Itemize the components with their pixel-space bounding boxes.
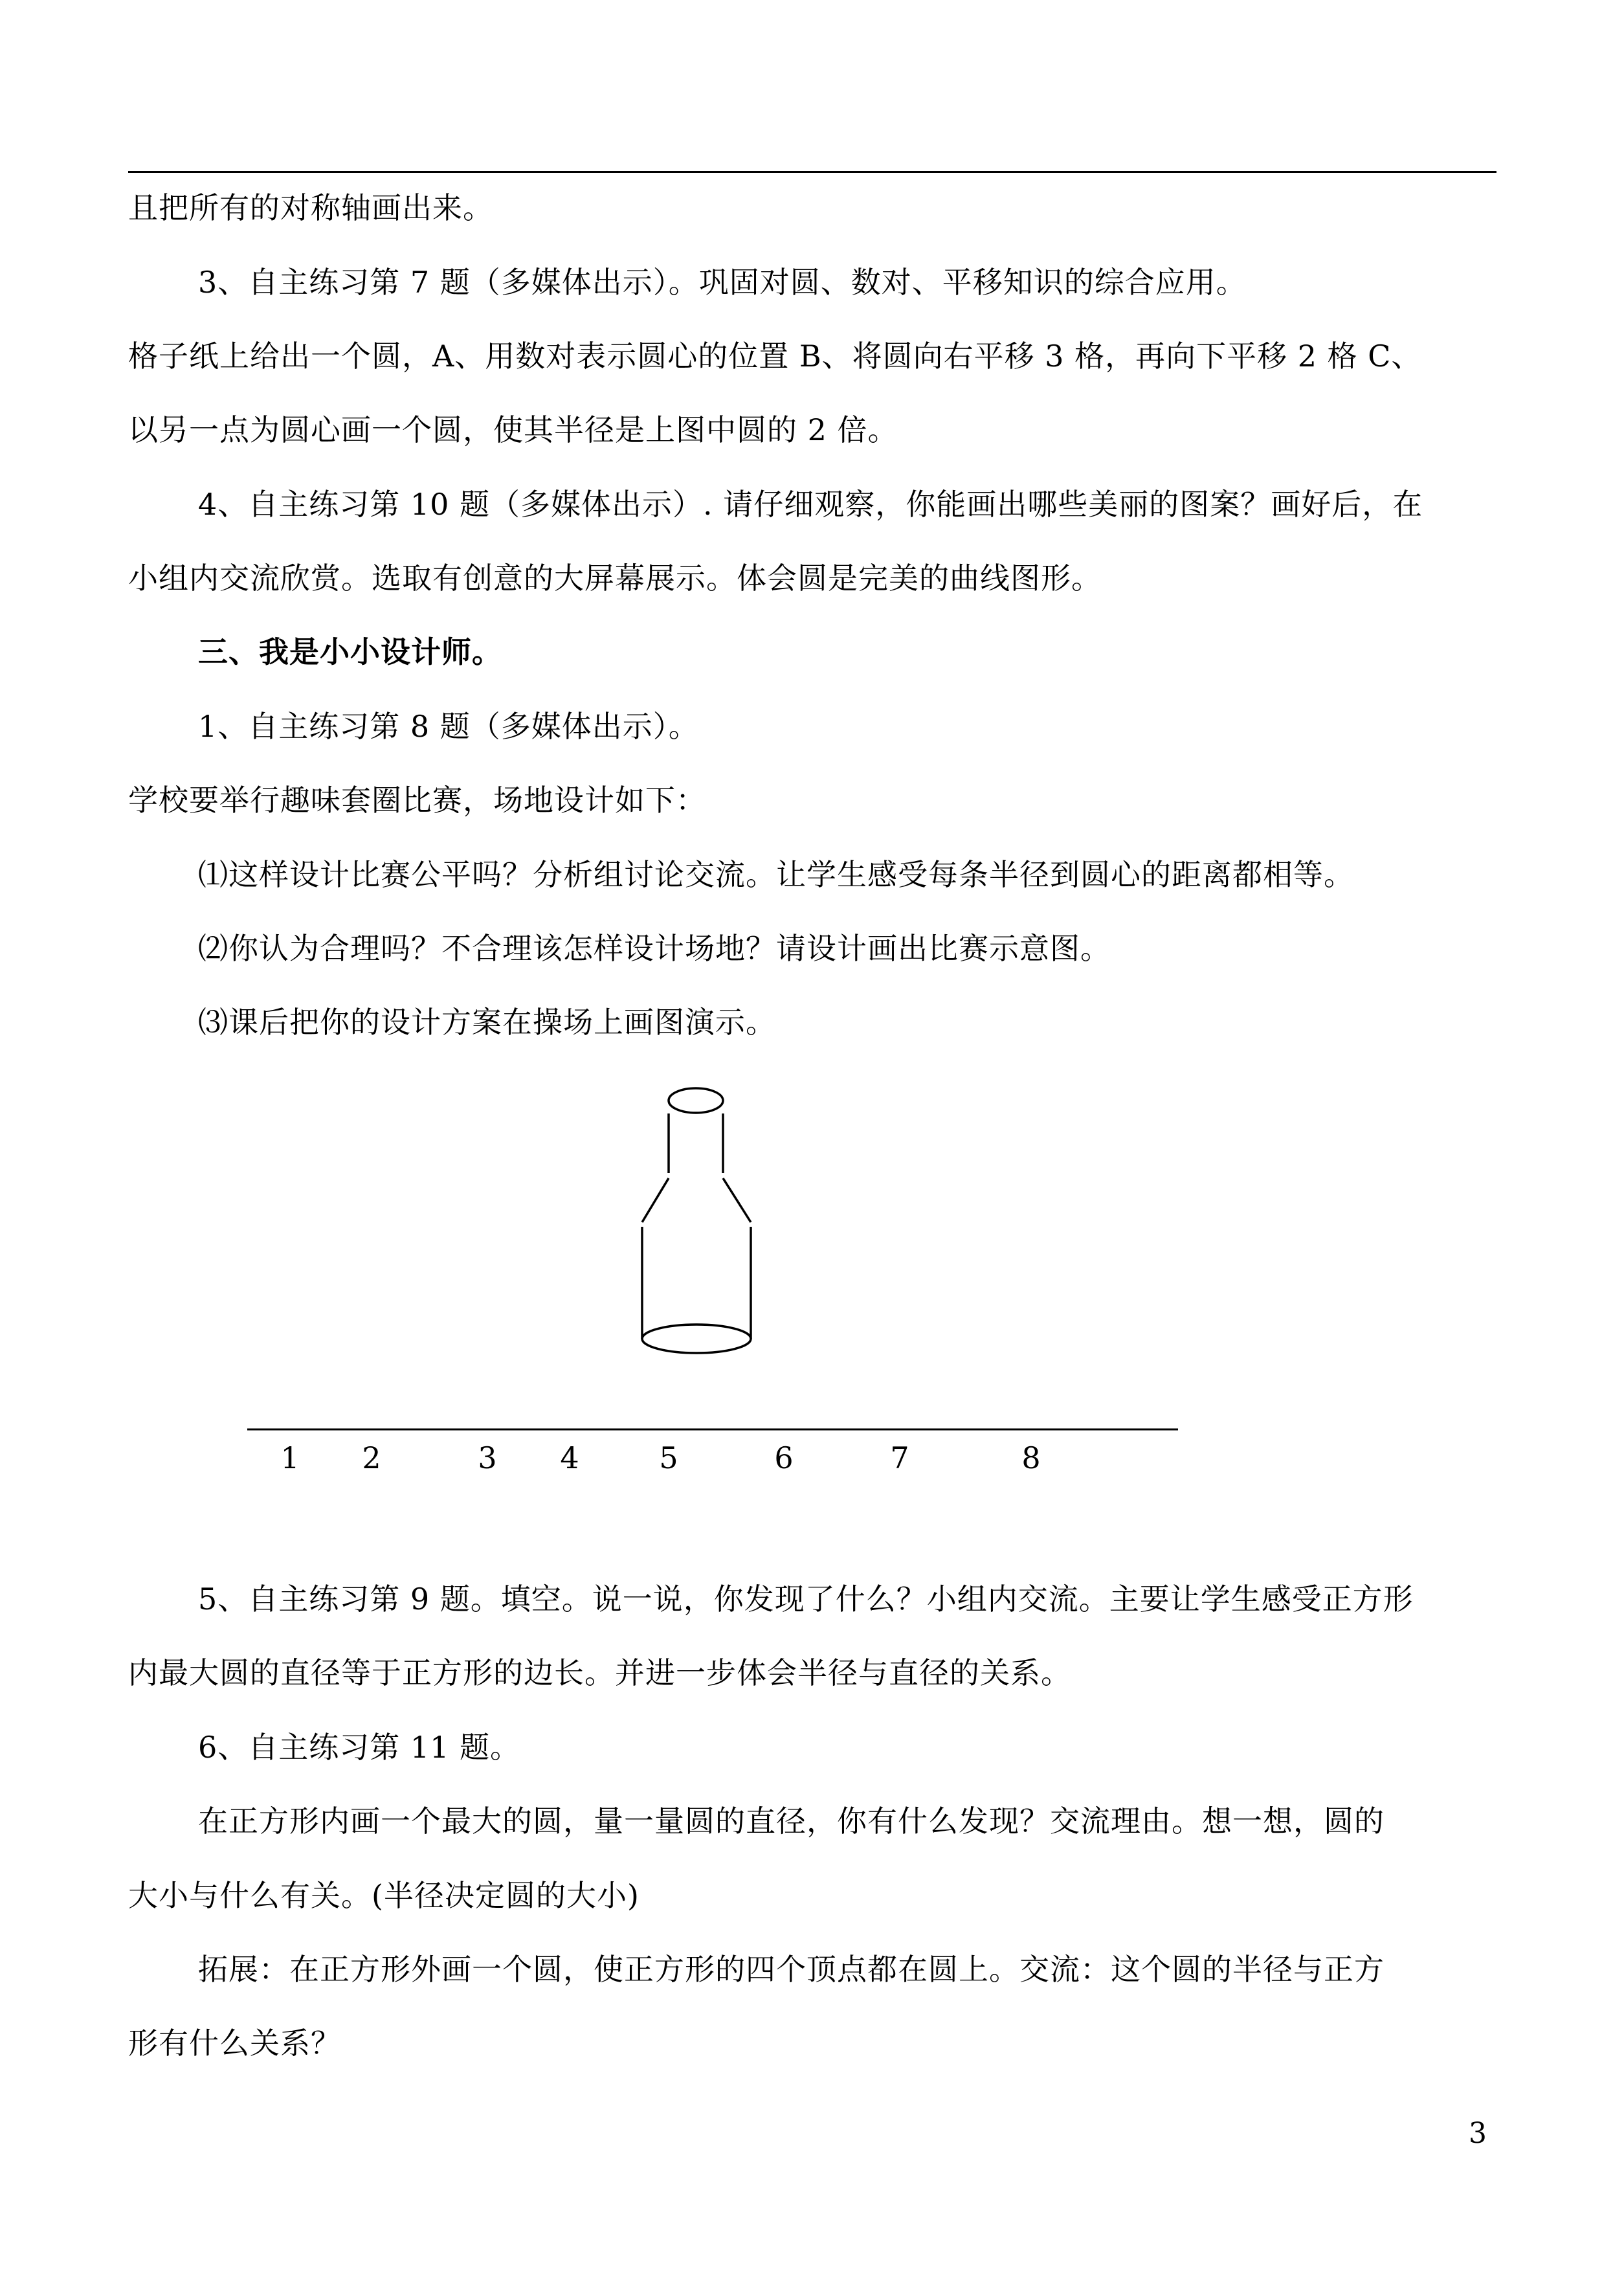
text-line-16: 在正方形内画一个最大的圆，量一量圆的直径，你有什么发现？交流理由。想一想，圆的 bbox=[198, 1804, 1385, 1839]
text-line-3: 格子纸上给出一个圆，A、用数对表示圆心的位置 B、将圆向右平移 3 格，再向下平移 2 格 C、 bbox=[128, 339, 1422, 374]
bottle-shoulder-right bbox=[723, 1178, 751, 1222]
position-label-4: 4 bbox=[560, 1440, 579, 1475]
text-line-9: 学校要举行趣味套圈比赛，场地设计如下： bbox=[128, 783, 706, 818]
bottle-drawing bbox=[642, 1088, 751, 1353]
position-label-6: 6 bbox=[774, 1440, 794, 1475]
text-line-5: 4、自主练习第 10 题（多媒体出示）. 请仔细观察，你能画出哪些美丽的图案？画好后，在 bbox=[198, 487, 1423, 522]
text-line-4: 以另一点为圆心画一个圆，使其半径是上图中圆的 2 倍。 bbox=[128, 412, 898, 447]
text-line-6: 小组内交流欣赏。选取有创意的大屏幕展示。体会圆是完美的曲线图形。 bbox=[128, 561, 1102, 596]
position-label-2: 2 bbox=[362, 1440, 381, 1475]
text-line-15: 6、自主练习第 11 题。 bbox=[198, 1730, 521, 1765]
text-line-14: 内最大圆的直径等于正方形的边长。并进一步体会半径与直径的关系。 bbox=[128, 1655, 1071, 1690]
text-line-11: ⑵你认为合理吗？不合理该怎样设计场地？请设计画出比赛示意图。 bbox=[198, 931, 1111, 966]
text-line-13: 5、自主练习第 9 题。填空。说一说，你发现了什么？小组内交流。主要让学生感受正方形 bbox=[198, 1582, 1414, 1616]
position-label-3: 3 bbox=[478, 1440, 497, 1475]
text-line-18: 拓展：在正方形外画一个圆，使正方形的四个顶点都在圆上。交流：这个圆的半径与正方 bbox=[198, 1952, 1385, 1987]
text-line-10: ⑴这样设计比赛公平吗？分析组讨论交流。让学生感受每条半径到圆心的距离都相等。 bbox=[198, 857, 1354, 892]
text-line-19: 形有什么关系？ bbox=[128, 2026, 341, 2061]
bottle-shoulder-left bbox=[642, 1178, 669, 1222]
text-line-8: 1、自主练习第 8 题（多媒体出示）。 bbox=[198, 709, 699, 744]
text-line-17: 大小与什么有关。(半径决定圆的大小) bbox=[128, 1878, 640, 1913]
text-line-1: 且把所有的对称轴画出来。 bbox=[128, 190, 493, 225]
text-line-12: ⑶课后把你的设计方案在操场上画图演示。 bbox=[198, 1005, 776, 1040]
text-line-2: 3、自主练习第 7 题（多媒体出示）。巩固对圆、数对、平移知识的综合应用。 bbox=[198, 265, 1247, 300]
position-label-5: 5 bbox=[659, 1440, 678, 1475]
position-label-1: 1 bbox=[280, 1440, 300, 1475]
position-labels bbox=[280, 1440, 1040, 1475]
position-label-7: 7 bbox=[890, 1440, 909, 1475]
section-heading: 三、我是小小设计师。 bbox=[198, 634, 502, 669]
bottle-base-ellipse bbox=[642, 1325, 751, 1353]
position-label-8: 8 bbox=[1021, 1440, 1041, 1475]
page-number: 3 bbox=[1469, 2117, 1487, 2150]
bottle-top-ellipse bbox=[669, 1088, 723, 1113]
